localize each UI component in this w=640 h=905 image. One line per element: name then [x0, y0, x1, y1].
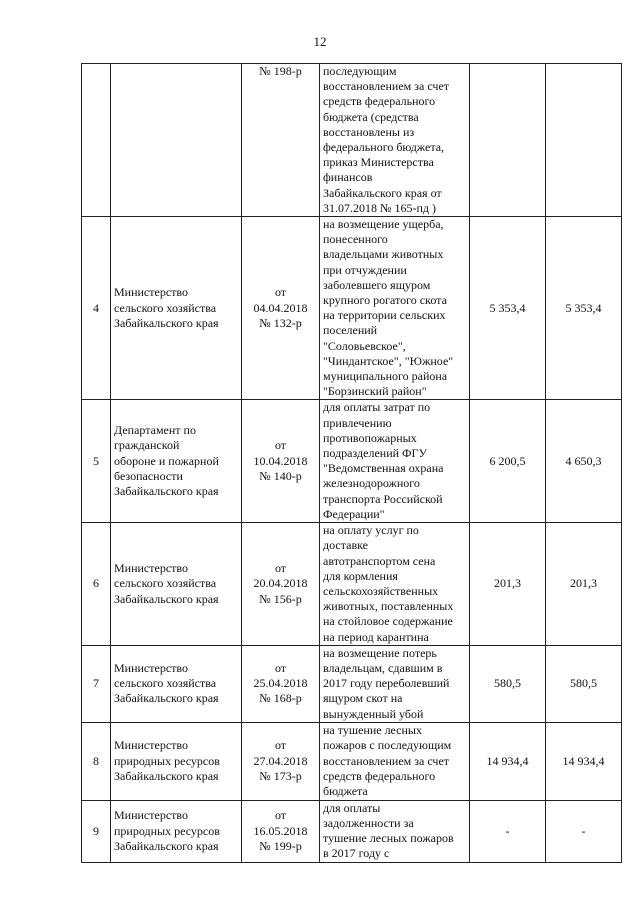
row-number: 8 — [82, 722, 111, 800]
purpose-line: на возмещение ущерба, — [323, 217, 444, 232]
organization-cell — [111, 400, 242, 523]
purpose-line: тушение лесных пожаров — [323, 831, 454, 846]
purpose-line: федерального бюджета, — [323, 140, 445, 155]
row-number: 5 — [82, 400, 111, 523]
purpose-line: для оплаты затрат по — [323, 400, 431, 415]
organization-line: обороне и пожарной — [114, 453, 219, 468]
document-line: от — [274, 438, 287, 453]
purpose-line: владельцам, сдавшим в — [323, 660, 443, 675]
organization-line: Забайкальского края — [114, 484, 219, 499]
document-line: № 140-р — [259, 468, 302, 483]
purpose-cell — [320, 523, 470, 646]
purpose-cell — [320, 400, 470, 523]
table-row — [82, 400, 622, 523]
organization-cell — [111, 217, 242, 400]
amount-cell: 201,3 — [546, 523, 622, 646]
purpose-line: на период карантина — [323, 629, 429, 644]
amount-cell: - — [546, 800, 622, 862]
purpose-line: Забайкальского края от — [323, 185, 442, 200]
organization-line: Министерство — [114, 738, 188, 753]
amount-cell: 4 650,3 — [546, 400, 622, 523]
document-cell — [242, 523, 320, 646]
purpose-cell — [320, 64, 470, 217]
document-line: 27.04.2018 — [253, 753, 308, 768]
purpose-line: восстановлением за счет — [323, 79, 450, 94]
organization-line: Министерство — [114, 660, 188, 675]
document-line: от — [274, 808, 287, 823]
purpose-line: на тушение лесных — [323, 723, 422, 738]
table-row — [82, 645, 622, 722]
document-line: от — [274, 660, 287, 675]
page-number: 12 — [313, 34, 327, 49]
purpose-cell — [320, 217, 470, 400]
purpose-line: "Ведомственная охрана — [323, 461, 444, 476]
amount-cell: 5 353,4 — [546, 217, 622, 400]
purpose-line: противопожарных — [323, 430, 417, 445]
organization-cell — [111, 64, 242, 217]
document-line: № 132-р — [259, 315, 302, 330]
amount-cell: 5 353,4 — [470, 217, 546, 400]
purpose-line: на стойловое содержание — [323, 614, 453, 629]
purpose-line: владельцами животных — [323, 247, 444, 262]
document-cell — [242, 645, 320, 722]
purpose-line: в 2017 году с — [323, 846, 390, 861]
organization-line: безопасности — [114, 468, 183, 483]
purpose-cell — [320, 645, 470, 722]
purpose-line: на оплату услуг по — [323, 523, 419, 538]
organization-line: Забайкальского края — [114, 591, 219, 606]
purpose-line: на территории сельских — [323, 308, 446, 323]
purpose-line: восстановлены из — [323, 124, 415, 139]
purpose-line: доставке — [323, 538, 368, 553]
amount-cell: 6 200,5 — [470, 400, 546, 523]
organization-line: сельского хозяйства — [114, 576, 217, 591]
purpose-line: муниципального района — [323, 369, 448, 384]
table-row — [82, 722, 622, 800]
purpose-cell — [320, 722, 470, 800]
amount-cell: - — [470, 800, 546, 862]
purpose-line: бюджета (средства — [323, 109, 419, 124]
purpose-line: крупного рогатого скота — [323, 293, 447, 308]
amount-cell: 580,5 — [470, 645, 546, 722]
allocation-table — [81, 63, 622, 863]
organization-line: сельского хозяйства — [114, 300, 217, 315]
organization-cell — [111, 645, 242, 722]
amount-cell: 14 934,4 — [470, 722, 546, 800]
purpose-line: сельскохозяйственных — [323, 583, 439, 598]
organization-line: Забайкальского края — [114, 691, 219, 706]
purpose-line: транспорта Российской — [323, 491, 443, 506]
organization-line: гражданской — [114, 438, 180, 453]
purpose-line: приказ Министерства — [323, 155, 434, 170]
document-line: от — [274, 561, 287, 576]
row-number: 4 — [82, 217, 111, 400]
document-line: № 173-р — [259, 768, 302, 783]
purpose-line: Федерации" — [323, 506, 385, 521]
document-line: 16.05.2018 — [253, 823, 308, 838]
document-line: 10.04.2018 — [253, 453, 308, 468]
purpose-line: 31.07.2018 № 165-пд ) — [323, 200, 436, 215]
document-line: 25.04.2018 — [253, 676, 308, 691]
amount-cell: 580,5 — [546, 645, 622, 722]
purpose-line: на возмещение потерь — [323, 645, 437, 660]
document-line: 20.04.2018 — [253, 576, 308, 591]
document-line: от — [274, 738, 287, 753]
purpose-line: "Соловьевское", — [323, 338, 406, 353]
table-row — [82, 523, 622, 646]
purpose-line: для оплаты — [323, 800, 381, 815]
document-line: № 156-р — [259, 591, 302, 606]
purpose-line: для кормления — [323, 568, 398, 583]
purpose-cell — [320, 800, 470, 862]
organization-line: природных ресурсов — [114, 823, 220, 838]
organization-line: Министерство — [114, 561, 188, 576]
purpose-line: "Борзинский район" — [323, 384, 427, 399]
amount-cell — [546, 64, 622, 217]
organization-line: Забайкальского края — [114, 315, 219, 330]
organization-line: природных ресурсов — [114, 753, 220, 768]
purpose-line: вынужденный убой — [323, 706, 424, 721]
purpose-line: поселений — [323, 323, 378, 338]
purpose-line: восстановлением за счет — [323, 753, 450, 768]
table-row — [82, 217, 622, 400]
organization-line: сельского хозяйства — [114, 676, 217, 691]
purpose-line: автотранспортом сена — [323, 553, 436, 568]
document-line: от — [274, 285, 287, 300]
purpose-line: заболевшего ящуром — [323, 277, 431, 292]
organization-cell — [111, 523, 242, 646]
organization-line: Забайкальского края — [114, 838, 219, 853]
document-cell — [242, 722, 320, 800]
purpose-line: задолженности за — [323, 816, 414, 831]
row-number: 7 — [82, 645, 111, 722]
document-line: 04.04.2018 — [253, 300, 308, 315]
purpose-line: понесенного — [323, 232, 388, 247]
organization-line: Министерство — [114, 285, 188, 300]
organization-cell — [111, 800, 242, 862]
organization-cell — [111, 722, 242, 800]
row-number: 9 — [82, 800, 111, 862]
document-line: № 199-р — [259, 838, 302, 853]
table-row — [82, 64, 622, 217]
purpose-line: ящуром скот на — [323, 691, 403, 706]
document-line: № 168-р — [259, 691, 302, 706]
purpose-line: подразделений ФГУ — [323, 446, 427, 461]
organization-line: Забайкальского края — [114, 768, 219, 783]
purpose-line: железнодорожного — [323, 476, 420, 491]
document-cell — [242, 400, 320, 523]
document-cell — [242, 217, 320, 400]
amount-cell: 201,3 — [470, 523, 546, 646]
document-line: № 198-р — [259, 64, 302, 78]
purpose-line: "Чиндантское", "Южное" — [323, 353, 454, 368]
purpose-line: привлечению — [323, 415, 392, 430]
document-cell — [242, 800, 320, 862]
amount-cell: 14 934,4 — [546, 722, 622, 800]
row-number — [82, 64, 111, 217]
purpose-line: средств федерального — [323, 94, 436, 109]
organization-line: Департамент по — [114, 423, 196, 438]
row-number: 6 — [82, 523, 111, 646]
purpose-line: животных, поставленных — [323, 599, 454, 614]
purpose-line: пожаров с последующим — [323, 738, 452, 753]
purpose-line: при отчуждении — [323, 262, 407, 277]
purpose-line: средств федерального — [323, 768, 436, 783]
purpose-line: финансов — [323, 170, 373, 185]
document-cell — [242, 64, 320, 217]
purpose-line: последующим — [323, 64, 397, 78]
organization-line: Министерство — [114, 808, 188, 823]
purpose-line: бюджета — [323, 784, 368, 799]
table-row — [82, 800, 622, 862]
purpose-line: 2017 году переболевший — [323, 676, 450, 691]
amount-cell — [470, 64, 546, 217]
